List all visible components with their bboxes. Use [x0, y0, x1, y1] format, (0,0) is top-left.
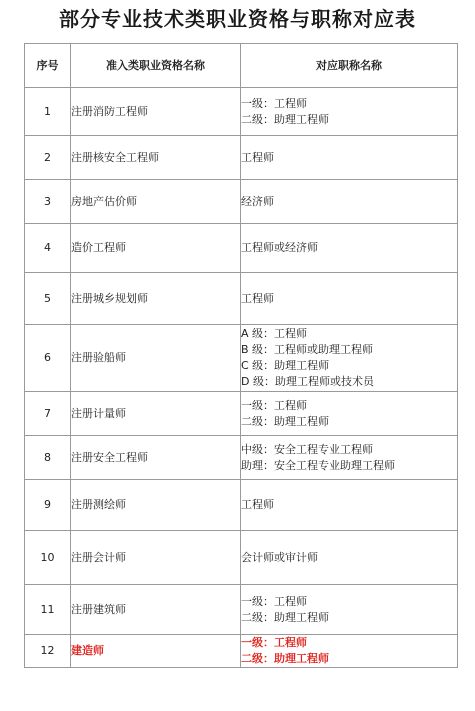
title-cell — [241, 224, 458, 273]
row-index: 7 — [25, 392, 71, 436]
title-line: B 级：工程师或助理工程师 — [241, 343, 374, 356]
table-row — [25, 180, 458, 224]
title-line: 一级：工程师 — [241, 398, 307, 412]
header-index: 序号 — [25, 44, 71, 88]
table-row — [25, 585, 458, 635]
row-index: 2 — [25, 136, 71, 180]
table-row — [25, 88, 458, 136]
title-cell — [241, 635, 458, 668]
table-row — [25, 635, 458, 668]
title-cell — [241, 436, 458, 480]
row-index: 9 — [25, 480, 71, 531]
title-cell — [241, 480, 458, 531]
title-cell — [241, 585, 458, 635]
table-row — [25, 480, 458, 531]
table-row — [25, 436, 458, 480]
title-line: C 级：助理工程师 — [241, 359, 330, 372]
header-qualification-name: 准入类职业资格名称 — [71, 44, 241, 88]
table-row — [25, 531, 458, 585]
row-index: 8 — [25, 436, 71, 480]
row-index: 3 — [25, 180, 71, 224]
qualification-name: 注册核安全工程师 — [71, 136, 241, 180]
qualification-name: 建造师 — [71, 635, 241, 668]
qualification-name: 注册建筑师 — [71, 585, 241, 635]
title-line: 二级：助理工程师 — [241, 414, 329, 428]
title-cell — [241, 531, 458, 585]
qualification-name: 注册测绘师 — [71, 480, 241, 531]
title-line: 二级：助理工程师 — [241, 610, 329, 624]
header-title-name: 对应职称名称 — [241, 44, 458, 88]
title-line: 工程师 — [241, 498, 274, 511]
title-line: 工程师 — [241, 150, 274, 164]
table-row — [25, 136, 458, 180]
title-cell — [241, 325, 458, 392]
table-row — [25, 392, 458, 436]
table-header-row — [25, 44, 458, 88]
title-line: D 级：助理工程师或技术员 — [241, 375, 374, 388]
title-line: 一级：工程师 — [241, 96, 307, 110]
title-line: 工程师 — [241, 291, 274, 305]
title-line: 二级：助理工程师 — [241, 652, 329, 665]
title-cell — [241, 392, 458, 436]
title-cell — [241, 136, 458, 180]
table-row — [25, 325, 458, 392]
title-line: 经济师 — [241, 194, 274, 208]
title-line: 一级：工程师 — [241, 594, 307, 608]
qualification-name: 注册消防工程师 — [71, 88, 241, 136]
title-line: 二级：助理工程师 — [241, 112, 329, 126]
qualification-name: 注册验船师 — [71, 325, 241, 392]
qualification-table — [24, 43, 458, 668]
qualification-name: 房地产估价师 — [71, 180, 241, 224]
qualification-name: 造价工程师 — [71, 224, 241, 273]
page-title: 部分专业技术类职业资格与职称对应表 — [59, 7, 416, 31]
title-line: A 级：工程师 — [241, 327, 308, 340]
row-index: 5 — [25, 273, 71, 325]
qualification-name: 注册安全工程师 — [71, 436, 241, 480]
table-row — [25, 273, 458, 325]
table-row — [25, 224, 458, 273]
title-line: 一级：工程师 — [241, 636, 307, 649]
row-index: 12 — [25, 635, 71, 668]
title-cell — [241, 180, 458, 224]
title-cell — [241, 88, 458, 136]
row-index: 11 — [25, 585, 71, 635]
qualification-name: 注册会计师 — [71, 531, 241, 585]
title-cell — [241, 273, 458, 325]
row-index: 10 — [25, 531, 71, 585]
qualification-name: 注册计量师 — [71, 392, 241, 436]
row-index: 6 — [25, 325, 71, 392]
title-line: 会计师或审计师 — [241, 550, 318, 564]
qualification-name: 注册城乡规划师 — [71, 273, 241, 325]
row-index: 1 — [25, 88, 71, 136]
title-line: 助理：安全工程专业助理工程师 — [241, 458, 395, 472]
title-line: 工程师或经济师 — [241, 241, 318, 254]
row-index: 4 — [25, 224, 71, 273]
title-line: 中级：安全工程专业工程师 — [241, 442, 373, 456]
